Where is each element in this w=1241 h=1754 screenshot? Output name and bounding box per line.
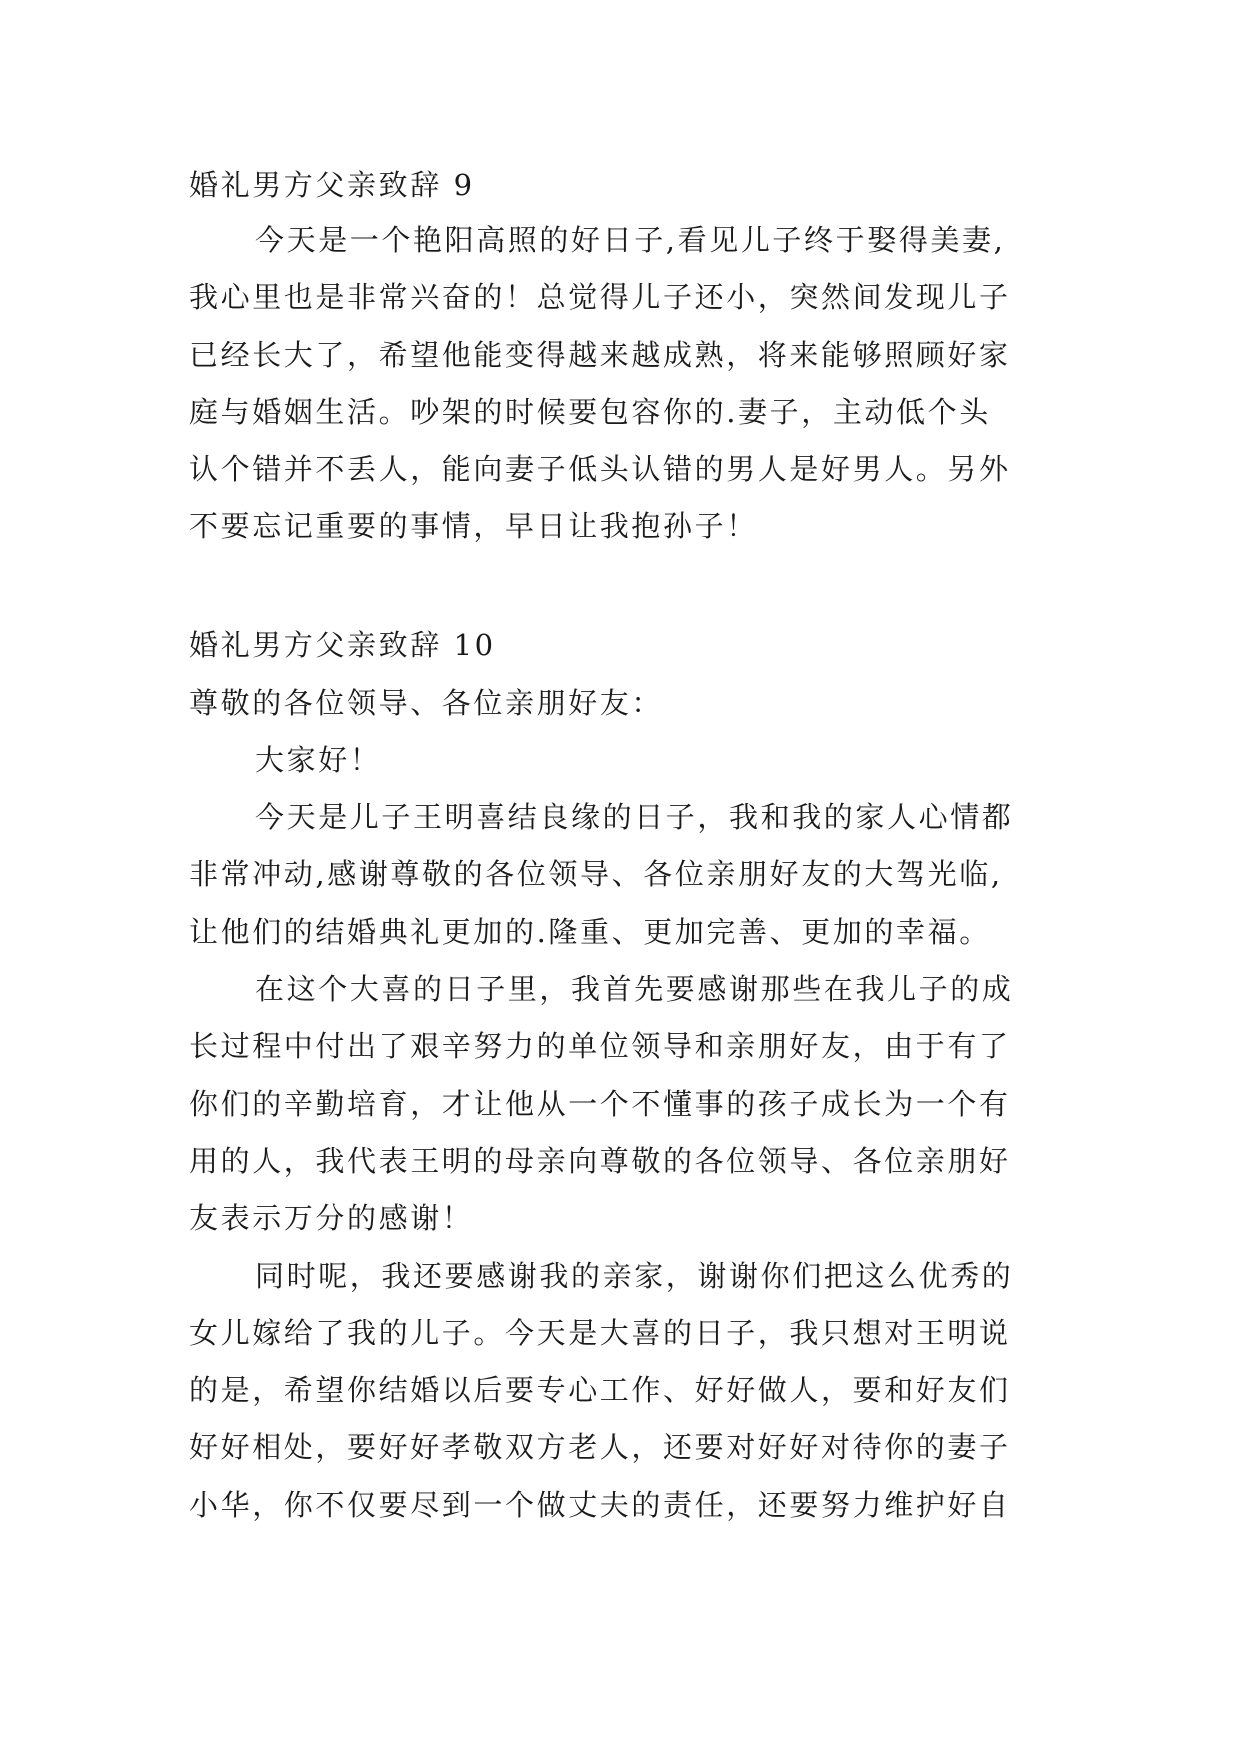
- paragraph-line: 不要忘记重要的事情，早日让我抱孙子！: [189, 509, 758, 543]
- paragraph-line: 女儿嫁给了我的儿子。今天是大喜的日子，我只想对王明说: [189, 1316, 1011, 1350]
- paragraph-line: 让他们的结婚典礼更加的.隆重、更加完善、更加的幸福。: [189, 915, 991, 949]
- paragraph-line: 同时呢，我还要感谢我的亲家，谢谢你们把这么优秀的: [255, 1259, 1014, 1293]
- paragraph-line: 好好相处，要好好孝敬双方老人，还要对好好对待你的妻子: [189, 1430, 1011, 1464]
- section-title: 婚礼男方父亲致辞 9: [189, 168, 475, 202]
- paragraph-line: 长过程中付出了艰辛努力的单位领导和亲朋好友，由于有了: [189, 1029, 1011, 1063]
- paragraph-line: 庭与婚姻生活。吵架的时候要包容你的.妻子，主动低个头: [189, 395, 991, 429]
- section-title: 婚礼男方父亲致辞 10: [189, 628, 496, 662]
- paragraph-line: 非常冲动,感谢尊敬的各位领导、各位亲朋好友的大驾光临,: [189, 857, 1003, 891]
- paragraph-line: 今天是一个艳阳高照的好日子,看见儿子终于娶得美妻,: [255, 223, 1006, 257]
- paragraph-line: 你们的辛勤培育，才让他从一个不懂事的孩子成长为一个有: [189, 1087, 1011, 1121]
- paragraph-line: 在这个大喜的日子里，我首先要感谢那些在我儿子的成: [255, 972, 1014, 1006]
- greeting: 大家好！: [255, 743, 382, 777]
- paragraph-line: 用的人，我代表王明的母亲向尊敬的各位领导、各位亲朋好: [189, 1144, 1011, 1178]
- paragraph-line: 已经长大了，希望他能变得越来越成熟，将来能够照顾好家: [189, 338, 1011, 372]
- paragraph-line: 小华，你不仅要尽到一个做丈夫的责任，还要努力维护好自: [189, 1488, 1011, 1522]
- paragraph-line: 的是，希望你结婚以后要专心工作、好好做人，要和好友们: [189, 1373, 1011, 1407]
- paragraph-line: 我心里也是非常兴奋的！总觉得儿子还小，突然间发现儿子: [189, 280, 1011, 314]
- paragraph-line: 友表示万分的感谢！: [189, 1201, 474, 1235]
- paragraph-line: 今天是儿子王明喜结良缘的日子，我和我的家人心情都: [255, 800, 1014, 834]
- salutation: 尊敬的各位领导、各位亲朋好友：: [189, 686, 664, 720]
- paragraph-line: 认个错并不丢人，能向妻子低头认错的男人是好男人。另外: [189, 452, 1011, 486]
